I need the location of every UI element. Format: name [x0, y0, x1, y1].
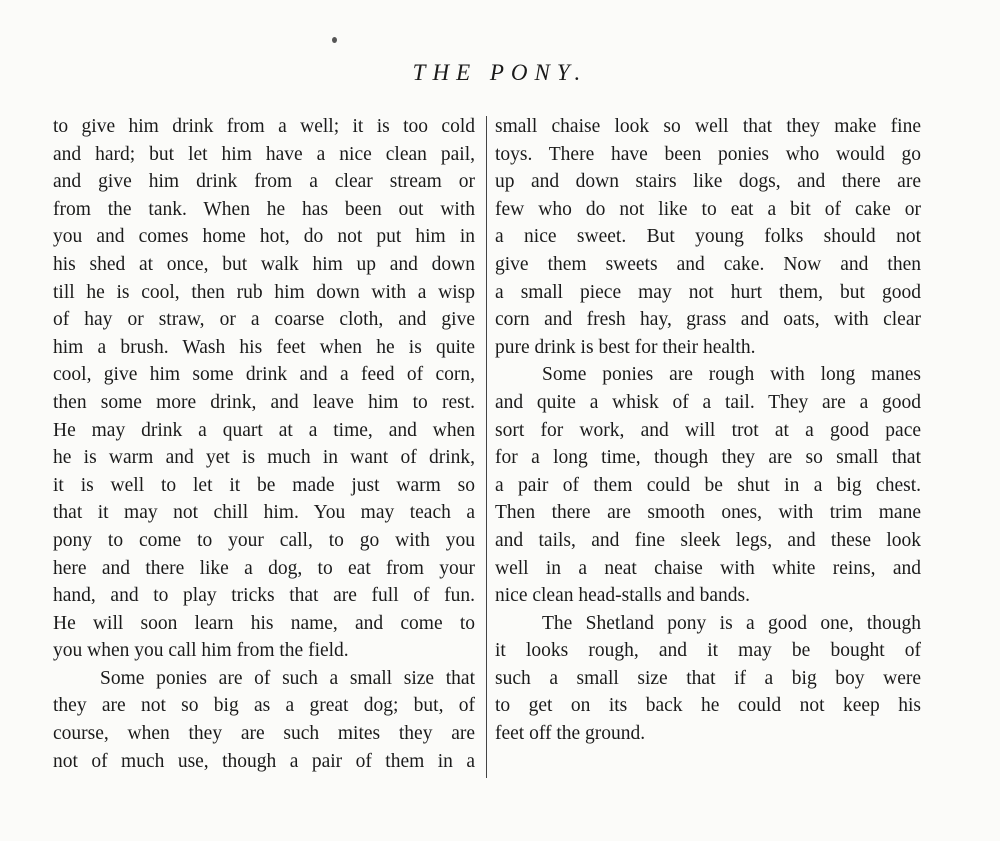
text-line: such a small size that if a big boy were	[495, 667, 921, 689]
left-column	[53, 113, 475, 775]
paragraph-start-line: Some ponies are rough with long manes	[542, 364, 921, 386]
text-line: his shed at once, but walk him up and down	[53, 253, 475, 275]
text-line: then some more drink, and leave him to rest.	[53, 391, 475, 413]
text-line: not of much use, though a pair of them in a	[53, 750, 475, 772]
text-line: and tails, and fine sleek legs, and these look	[495, 529, 921, 551]
text-line: well in a neat chaise with white reins, and	[495, 557, 921, 579]
text-line: you and comes home hot, do not put him in	[53, 226, 475, 248]
text-line: few who do not like to eat a bit of cake or	[495, 198, 921, 220]
page-title: THE PONY.	[412, 60, 588, 85]
text-line: they are not so big as a great dog; but, of	[53, 695, 475, 717]
text-line: to give him drink from a well; it is too cold	[53, 116, 475, 137]
text-line: it looks rough, and it may be bought of	[495, 640, 921, 662]
text-line: of hay or straw, or a coarse cloth, and give	[53, 309, 475, 331]
text-line: Then there are smooth ones, with trim mane	[495, 502, 921, 524]
text-line: a nice sweet. But young folks should not	[495, 226, 921, 248]
column-divider	[486, 116, 487, 778]
text-line: till he is cool, then rub him down with a wisp	[53, 281, 475, 303]
text-line: small chaise look so well that they make fine	[495, 116, 921, 137]
text-line: up and down stairs like dogs, and there are	[495, 171, 921, 193]
text-line: to get on its back he could not keep his	[495, 695, 921, 717]
text-line: sort for work, and will trot at a good pace	[495, 419, 921, 441]
text-line: he is warm and yet is much in want of drink,	[53, 447, 475, 469]
paragraph-end-line: nice clean head-stalls and bands.	[495, 585, 751, 607]
right-column	[495, 113, 921, 748]
paragraph-start-line: The Shetland pony is a good one, though	[542, 612, 921, 634]
text-line: corn and fresh hay, grass and oats, with clear	[495, 309, 921, 331]
text-line: that it may not chill him. You may teach a	[53, 502, 475, 524]
paragraph-end-line: you when you call him from the field.	[53, 640, 349, 662]
text-line: toys. There have been ponies who would go	[495, 143, 921, 165]
text-line: him a brush. Wash his feet when he is quite	[53, 336, 475, 358]
text-line: here and there like a dog, to eat from your	[53, 557, 475, 579]
text-line: it is well to let it be made just warm so	[53, 474, 475, 496]
text-line: and give him drink from a clear stream or	[53, 171, 475, 193]
text-line: give them sweets and cake. Now and then	[495, 253, 921, 275]
text-line: He will soon learn his name, and come to	[53, 612, 475, 634]
paragraph-start-line: Some ponies are of such a small size that	[100, 667, 475, 689]
text-line: He may drink a quart at a time, and when	[53, 419, 475, 441]
text-line: and quite a whisk of a tail. They are a good	[495, 391, 921, 413]
text-line: from the tank. When he has been out with	[53, 198, 475, 220]
text-line: a small piece may not hurt them, but good	[495, 281, 921, 303]
text-line: hand, and to play tricks that are full of fun.	[53, 585, 475, 607]
text-line: a pair of them could be shut in a big chest.	[495, 474, 921, 496]
text-line: course, when they are such mites they are	[53, 723, 475, 745]
ink-dot	[332, 37, 337, 43]
text-line: pony to come to your call, to go with you	[53, 529, 475, 551]
paragraph-end-line: feet off the ground.	[495, 723, 646, 745]
text-line: cool, give him some drink and a feed of corn,	[53, 364, 475, 386]
paragraph-end-line: pure drink is best for their health.	[495, 336, 756, 358]
text-line: and hard; but let him have a nice clean pail,	[53, 143, 475, 165]
text-line: for a long time, though they are so small that	[495, 447, 921, 469]
